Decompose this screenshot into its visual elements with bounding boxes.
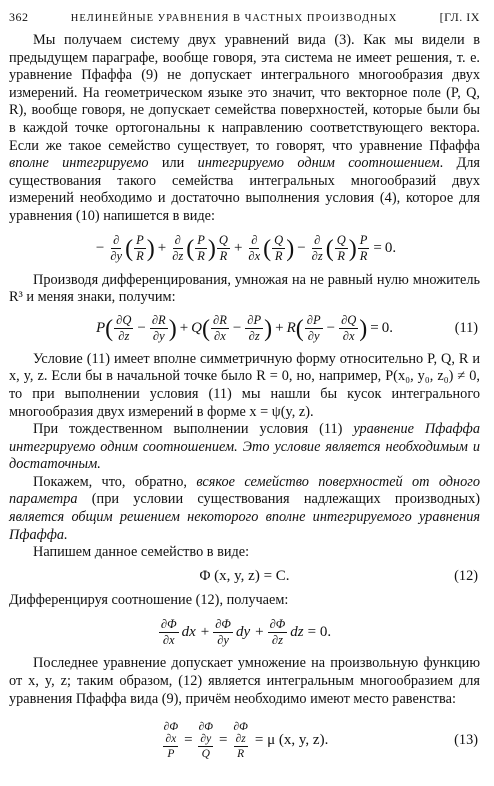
paragraph-theorem: При тождественном выполнении условия (11) уравнение Пфаффа интегрируемо одним соотношением. Это условие является необходимым и достаточным. (9, 421, 480, 473)
equation-number-11: (11) (454, 320, 478, 337)
paragraph-family: Напишем данное семейство в виде: (33, 544, 250, 561)
chapter-label: [ГЛ. IX (439, 10, 480, 24)
paragraph-differentiating: Дифференцируя соотношение (12), получаем: (9, 591, 289, 608)
equation-11: P ( ∂Q ∂z − $\frac{\partial R}{\partial y}$ ) + Q ( ∂R ∂x − $\frac{\partial P}{\partial z}$ ) + R ( ∂P ∂y − $\frac{\partial Q}{\partial x}$ ) = 0. (11) (96, 313, 478, 344)
equation-number-12: (12) (454, 568, 478, 585)
running-header (9, 10, 480, 32)
running-title: НЕЛИНЕЙНЫЕ УРАВНЕНИЯ В ЧАСТНЫХ ПРОИЗВОДНЫХ (70, 13, 398, 24)
equation-13: ∂Φ ∂x P = ∂Φ ∂y Q = ∂Φ ∂z R = μ (x, y, z). (13) (163, 720, 478, 760)
paragraph-multiplication: Последнее уравнение допускает умножение на произвольную функцию от x, y, z; таким образом, (12) является интегральным многообразием для уравнения Пфаффа вида (9), причём необходимо имеют место равенства: (9, 655, 480, 707)
paragraph-intro: Мы получаем систему двух уравнений вида (3). Как мы видели в предыдущем параграфе, вообще говоря, эта система не имеет решения, т. е. уравнение Пфаффа (9) не допускает интегрального многообразия двух измерений. На геометрическом языке это значит, что векторное поле (P, Q, R), вообще говоря, не допускает семейства поверхностей, которые были бы в каждой точке ортогональны к направлению соответствующего вектора. Если же такое семейство существует, то говорят, что уравнение Пфаффа вполне интегрируемо или интегрируемо одним соотношением. Для существования такого семейства интегральных многообразий двух измерений необходимо и достаточно выполнения условия (4), которое для уравнения (10) напишется в виде: (9, 32, 481, 224)
equation-total-differential: ∂Φ ∂x dx + $\frac{\partial\Phi}{\partial y}$ dy + $\frac{\partial\Phi}{\partial z}$ dz = 0. (160, 616, 332, 647)
paragraph-converse: Покажем, что, обратно, всякое семейство поверхностей от одного параметра (при условии существования надлежащих производных) является общим решением некоторого вполне интегрируемого уравнения Пфаффа. (9, 473, 481, 543)
page-number: 362 (9, 10, 29, 24)
equation-number-13: (13) (454, 731, 478, 748)
equation-12: Φ (x, y, z) = C. (12) (199, 568, 478, 585)
paragraph-symmetry: Условие (11) имеет вполне симметричную форму относительно P, Q, R и x, y, z. Если бы в начальной точке было R = 0, но, например, P(x₀, y₀, z₀) ≠ 0, то при выполнении условия (11) мы нашли бы кусок интегрального многообразия двух измерений в форме x = ψ(y, z). (9, 350, 480, 420)
equation-condition: − ∂ ∂y ( P R ) + ∂ ∂z ( P R ) Q R + ∂ ∂x ( Q R ) − ∂ ∂z ( Q R ) $\frac{P}{R}$ = 0. (95, 233, 397, 264)
paragraph-differentiation: Производя дифференцирования, умножая на не равный нулю множитель R³ и меняя знаки, получим: (9, 271, 480, 306)
